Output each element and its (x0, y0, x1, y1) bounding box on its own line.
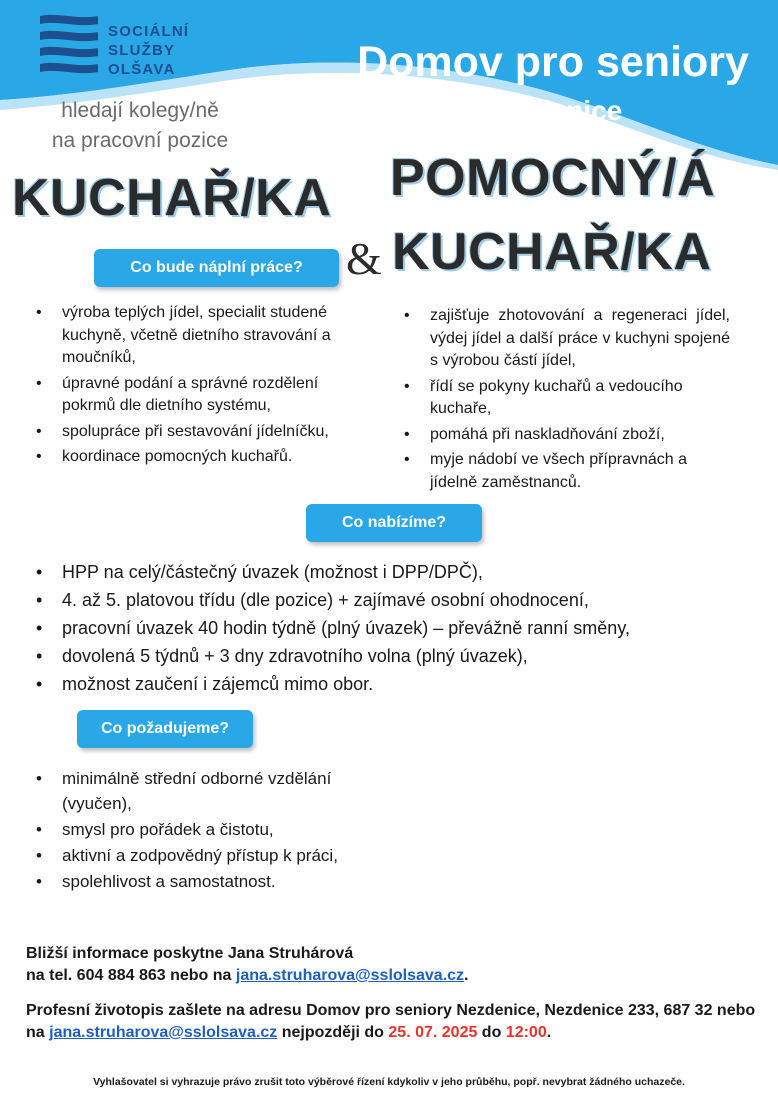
list-item: • možnost zaučení i zájemců mimo obor. (32, 670, 752, 698)
list-item: • spolehlivost a samostatnost. (32, 869, 362, 894)
cv-text-middle: nejpozději do (277, 1024, 389, 1041)
cv-text-do: do (477, 1024, 506, 1041)
intro-text (20, 96, 260, 156)
list-item: • minimálně střední odborné vzdělání (vyučen), (32, 766, 362, 816)
contact-email-link[interactable]: jana.struharova@sslolsava.cz (235, 967, 465, 984)
deadline-time: 12:00 (505, 1024, 547, 1041)
logo-line-3: OLŠAVA (108, 61, 176, 78)
cv-text-end: . (546, 1024, 552, 1041)
requirements-list (32, 766, 362, 895)
intro-line-1: hledají kolegy/ně (61, 99, 219, 122)
duties-heading: Co bude náplní práce? (94, 249, 339, 287)
cv-email-link[interactable]: jana.struharova@sslolsava.cz (49, 1024, 278, 1041)
list-item: • zajišťuje zhotovování a regeneraci jídel, výdej jídel a další práce v kuchyni spojené s výrobou částí jídel, (400, 305, 730, 373)
list-item: • HPP na celý/částečný úvazek (možnost i DPP/DPČ), (32, 558, 752, 586)
duties-left-list (32, 302, 372, 472)
kitchen-chef-photo (400, 672, 778, 972)
contact-phone-text: na tel. 604 884 863 nebo na (26, 967, 236, 984)
list-item: • řídí se pokyny kuchařů a vedoucího kuchaře, (400, 376, 730, 421)
intro-line-2: na pracovní pozice (51, 129, 229, 152)
duties-right-list (400, 305, 730, 497)
list-item: • úpravné podání a správné rozdělení pokrmů dle dietního systému, (32, 373, 372, 418)
cv-instructions (26, 1000, 756, 1044)
ampersand: & (346, 233, 382, 284)
list-item: • myje nádobí ve všech přípravnách a jídelně zaměstnanců. (400, 449, 730, 494)
contact-info (26, 943, 756, 987)
requirements-heading: Co požadujeme? (77, 710, 253, 748)
cv-text: Profesní životopis zašlete na adresu Domov pro seniory Nezdenice, Nezdenice 233, 687 32 nebo na (26, 1002, 756, 1041)
list-item: • dovolená 5 týdnů + 3 dny zdravotního volna (plný úvazek), (32, 642, 752, 670)
offer-heading: Co nabízíme? (306, 504, 482, 542)
logo-line-1: SOCIÁLNÍ (108, 23, 190, 40)
footer-disclaimer: Vyhlašovatel si vyhrazuje právo zrušit toto výběrové řízení kdykoliv v jeho průběhu, popř. nevybrat žádného uchazeče. (93, 1076, 685, 1088)
header-title: Domov pro seniory (357, 38, 749, 86)
position-cook: KUCHAŘ/KA (12, 169, 332, 227)
contact-line-1: Bližší informace poskytne Jana Struhárová (26, 945, 354, 962)
logo-line-2: SLUŽBY (108, 42, 176, 59)
contact-line-2 (26, 965, 756, 987)
list-item: • spolupráce při sestavování jídelníčku, (32, 421, 372, 444)
logo-text (108, 22, 189, 79)
list-item: • výroba teplých jídel, specialit studené kuchyně, včetně dietního stravování a moučníků, (32, 302, 372, 370)
position-assistant-line-2: KUCHAŘ/KA (392, 223, 712, 281)
header-subtitle: Nezdenice (483, 95, 623, 126)
contact-line-end: . (464, 967, 469, 984)
list-item: • 4. až 5. platovou třídu (dle pozice) + zajímavé osobní ohodnocení, (32, 586, 752, 614)
list-item: • aktivní a zodpovědný přístup k práci, (32, 843, 362, 868)
list-item: • pomáhá při naskladňování zboží, (400, 424, 730, 447)
deadline-date: 25. 07. 2025 (388, 1024, 478, 1041)
list-item: • smysl pro pořádek a čistotu, (32, 817, 362, 842)
list-item: • pracovní úvazek 40 hodin týdně (plný úvazek) – převážně ranní směny, (32, 614, 752, 642)
position-assistant-line-1: POMOCNÝ/Á (390, 149, 716, 207)
list-item: • koordinace pomocných kuchařů. (32, 446, 372, 469)
